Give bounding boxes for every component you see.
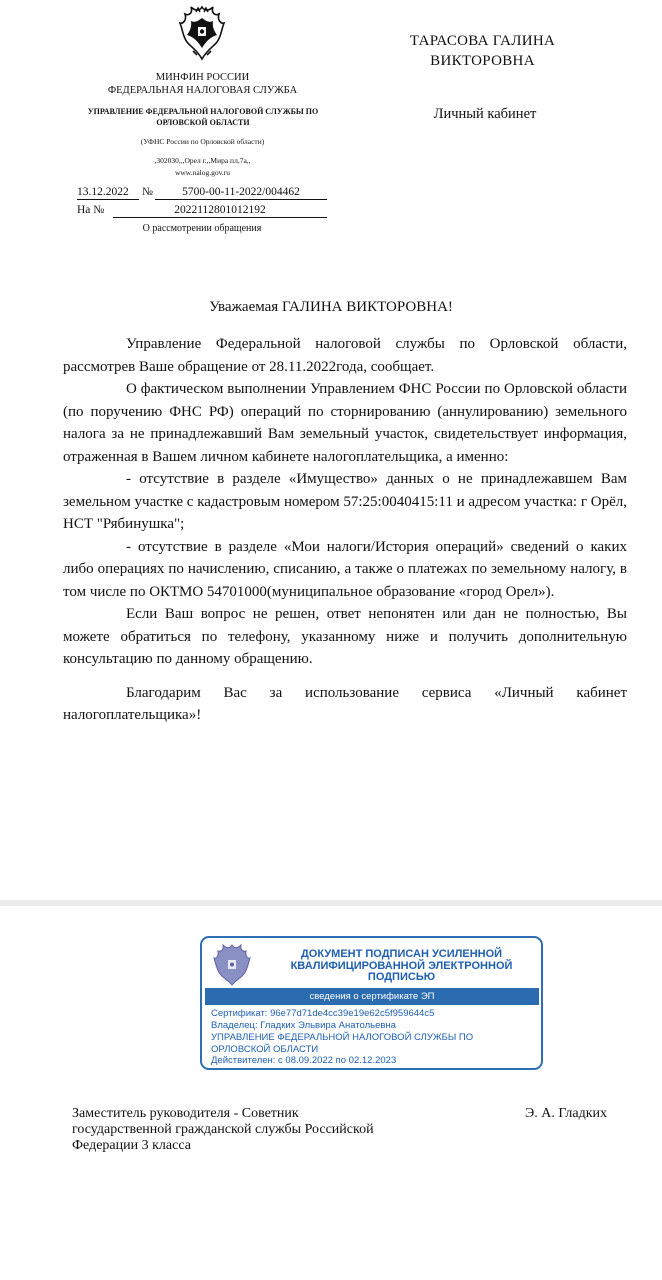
certificate-validity: Действителен: с 08.09.2022 по 02.12.2023 [211, 1055, 397, 1066]
signer-position: Заместитель руководителя - Советник государственной гражданской службы Российской Федерации 3 класса [72, 1106, 374, 1153]
ministry-name: МИНФИН РОССИИ [155, 72, 250, 83]
reference-number: 2022112801012192 [113, 203, 327, 218]
greeting: Уважаемая ГАЛИНА ВИКТОРОВНА! [209, 299, 453, 315]
recipient-name: ТАРАСОВА ГАЛИНА ВИКТОРОВНА [409, 33, 556, 69]
coat-of-arms-icon [212, 943, 252, 987]
certificate-id: Сертификат: 96e77d71de4cc39e19e62c5f959644c5 [211, 1008, 435, 1019]
service-name: ФЕДЕРАЛЬНАЯ НАЛОГОВАЯ СЛУЖБА [107, 85, 298, 96]
reference-number-label: На № [77, 204, 105, 216]
paragraph-contact: Если Ваш вопрос не решен, ответ непонятен или дан не полностью, Вы можете обратиться по телефону, указанному ниже и получить дополнительную консультацию по данному обращению. [63, 606, 627, 667]
letter-number-label: № [142, 186, 153, 198]
department-name: УПРАВЛЕНИЕ ФЕДЕРАЛЬНОЙ НАЛОГОВОЙ СЛУЖБЫ ПО ОРЛОВСКОЙ ОБЛАСТИ [87, 107, 319, 127]
signer-name: Э. А. Гладких [524, 1106, 607, 1121]
letter-date: 13.12.2022 [77, 185, 139, 200]
paragraph-main: О фактическом выполнении Управлением ФНС России по Орловской области (по поручению ФНС РФ) операций по сторнированию (аннулированию) земельного налога за не принадлежавший Вам земельный участок, свидетельствует информация, отраженная в Вашем личном кабинете налогоплательщика, а именно: [63, 381, 627, 465]
page-divider [0, 900, 662, 906]
signature-stamp [200, 936, 543, 1070]
certificate-info-bar: сведения о сертификате ЭП [205, 988, 539, 1005]
coat-of-arms-icon [177, 4, 227, 62]
department-short-name: (УФНС России по Орловской области) [140, 137, 265, 146]
stamp-title: ДОКУМЕНТ ПОДПИСАН УСИЛЕННОЙ КВАЛИФИЦИРОВАННОЙ ЭЛЕКТРОННОЙ ПОДПИСЬЮ [290, 948, 513, 983]
letter-subject: О рассмотрении обращения [142, 223, 262, 234]
certificate-owner: Владелец: Гладких Эльвира Анатольевна [211, 1020, 396, 1031]
paragraph-intro: Управление Федеральной налоговой службы по Орловской области, рассмотрев Ваше обращение от 28.11.2022года, сообщает. [63, 336, 627, 375]
department-website: www.nalog.gov.ru [174, 168, 231, 177]
letter-number: 5700-00-11-2022/004462 [155, 185, 327, 200]
paragraph-operations-item: - отсутствие в разделе «Мои налоги/История операций» сведений о каких либо операциях по начислению, списанию, а также о платежах по земельному налогу, в том числе по ОКТМО 54701000(муниципальное образование «город Орел»). [63, 538, 627, 600]
delivery-channel: Личный кабинет [433, 106, 537, 122]
paragraph-property-item: - отсутствие в разделе «Имущество» данных о не принадлежавшем Вам земельном участке с кадастровым номером 57:25:0040415:11 и адресом участка: г Орёл, НСТ "Рябинушка"; [63, 471, 627, 532]
department-address: ,302030,,,Орел г.,,Мира пл,7а,, [154, 156, 251, 165]
letter-body [63, 333, 627, 727]
paragraph-thanks: Благодарим Вас за использование сервиса «Личный кабинет налогоплательщика»! [63, 684, 627, 723]
certificate-organization: УПРАВЛЕНИЕ ФЕДЕРАЛЬНОЙ НАЛОГОВОЙ СЛУЖБЫ ПО ОРЛОВСКОЙ ОБЛАСТИ [211, 1032, 474, 1055]
